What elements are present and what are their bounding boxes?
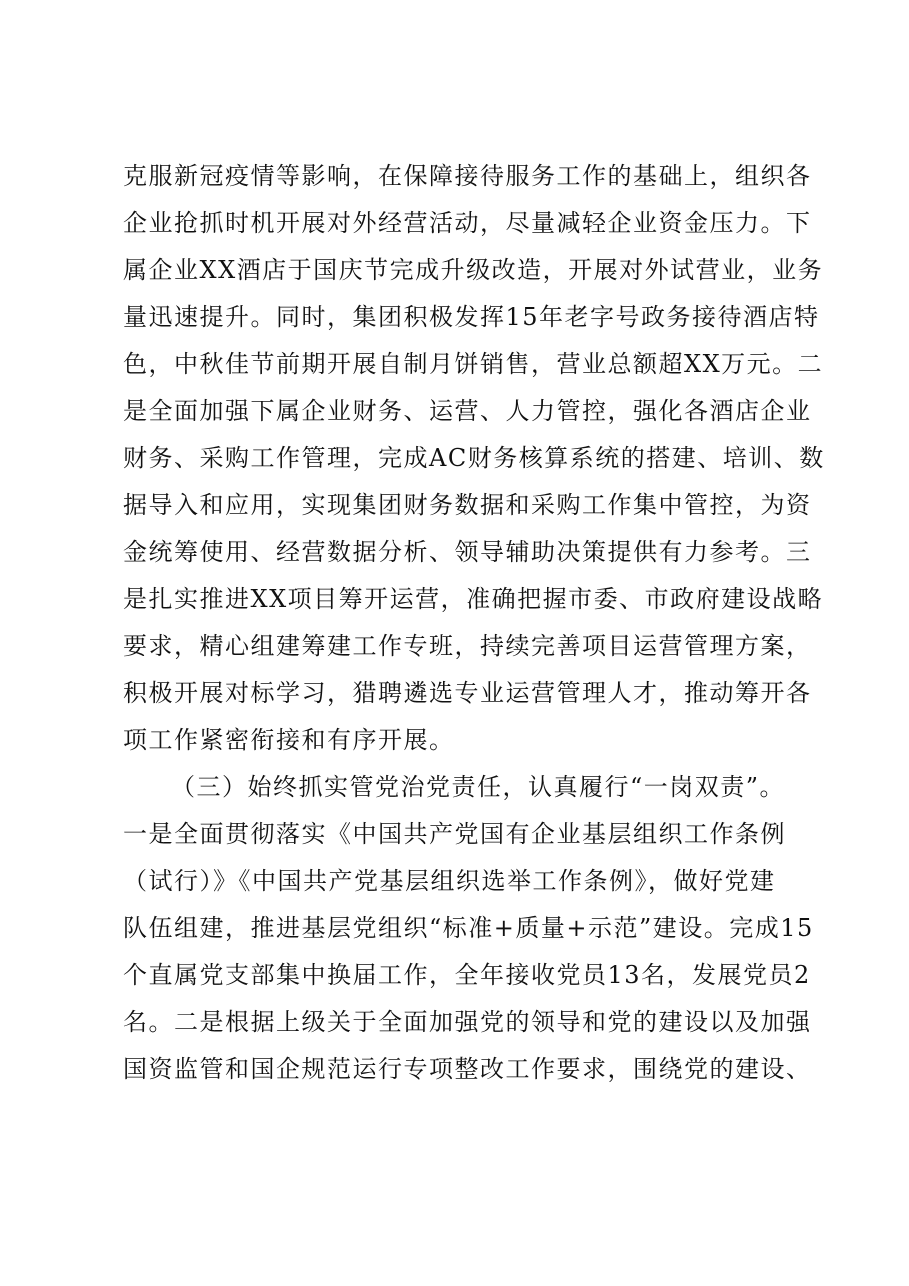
text-line: 队伍组建，推进基层党组织“标准+质量+示范”建设。完成15: [123, 914, 814, 942]
text-line: 金统筹使用、经营数据分析、领导辅助决策提供有力参考。三: [123, 538, 812, 566]
text-line: 据导入和应用，实现集团财务数据和采购工作集中管控，为资: [123, 491, 812, 519]
text-line: 财务、采购工作管理，完成AC财务核算系统的搭建、培训、数: [123, 444, 825, 472]
text-line: 一是全面贯彻落实《中国共产党国有企业基层组织工作条例: [123, 820, 786, 848]
text-line: 积极开展对标学习，猎聘遴选专业运营管理人才，推动筹开各: [123, 679, 812, 707]
text-line: 色，中秋佳节前期开展自制月饼销售，营业总额超XX万元。二: [123, 350, 824, 378]
text-line: 项工作紧密衔接和有序开展。: [123, 726, 455, 754]
text-line: 要求，精心组建筹建工作专班，持续完善项目运营管理方案，: [123, 632, 812, 660]
text-line: 名。二是根据上级关于全面加强党的领导和党的建设以及加强: [123, 1008, 812, 1036]
section-heading-line: （三）始终抓实管党治党责任，认真履行“一岗双责”。: [171, 773, 786, 801]
text-line: 企业抢抓时机开展对外经营活动，尽量减轻企业资金压力。下: [123, 209, 812, 237]
text-line: 量迅速提升。同时，集团积极发挥15年老字号政务接待酒店特: [123, 303, 820, 331]
text-line: （试行）》《中国共产党基层组织选举工作条例》，做好党建: [123, 867, 776, 895]
text-line: 属企业XX酒店于国庆节完成升级改造，开展对外试营业，业务: [123, 256, 824, 284]
text-line: 克服新冠疫情等影响，在保障接待服务工作的基础上，组织各: [123, 162, 812, 190]
text-line: 是扎实推进XX项目筹开运营，准确把握市委、市政府建设战略: [123, 585, 824, 613]
text-line: 个直属党支部集中换届工作，全年接收党员13名，发展党员2: [123, 961, 811, 989]
text-line: 国资监管和国企规范运行专项整改工作要求，围绕党的建设、: [123, 1055, 812, 1083]
text-line: 是全面加强下属企业财务、运营、人力管控，强化各酒店企业: [123, 397, 812, 425]
